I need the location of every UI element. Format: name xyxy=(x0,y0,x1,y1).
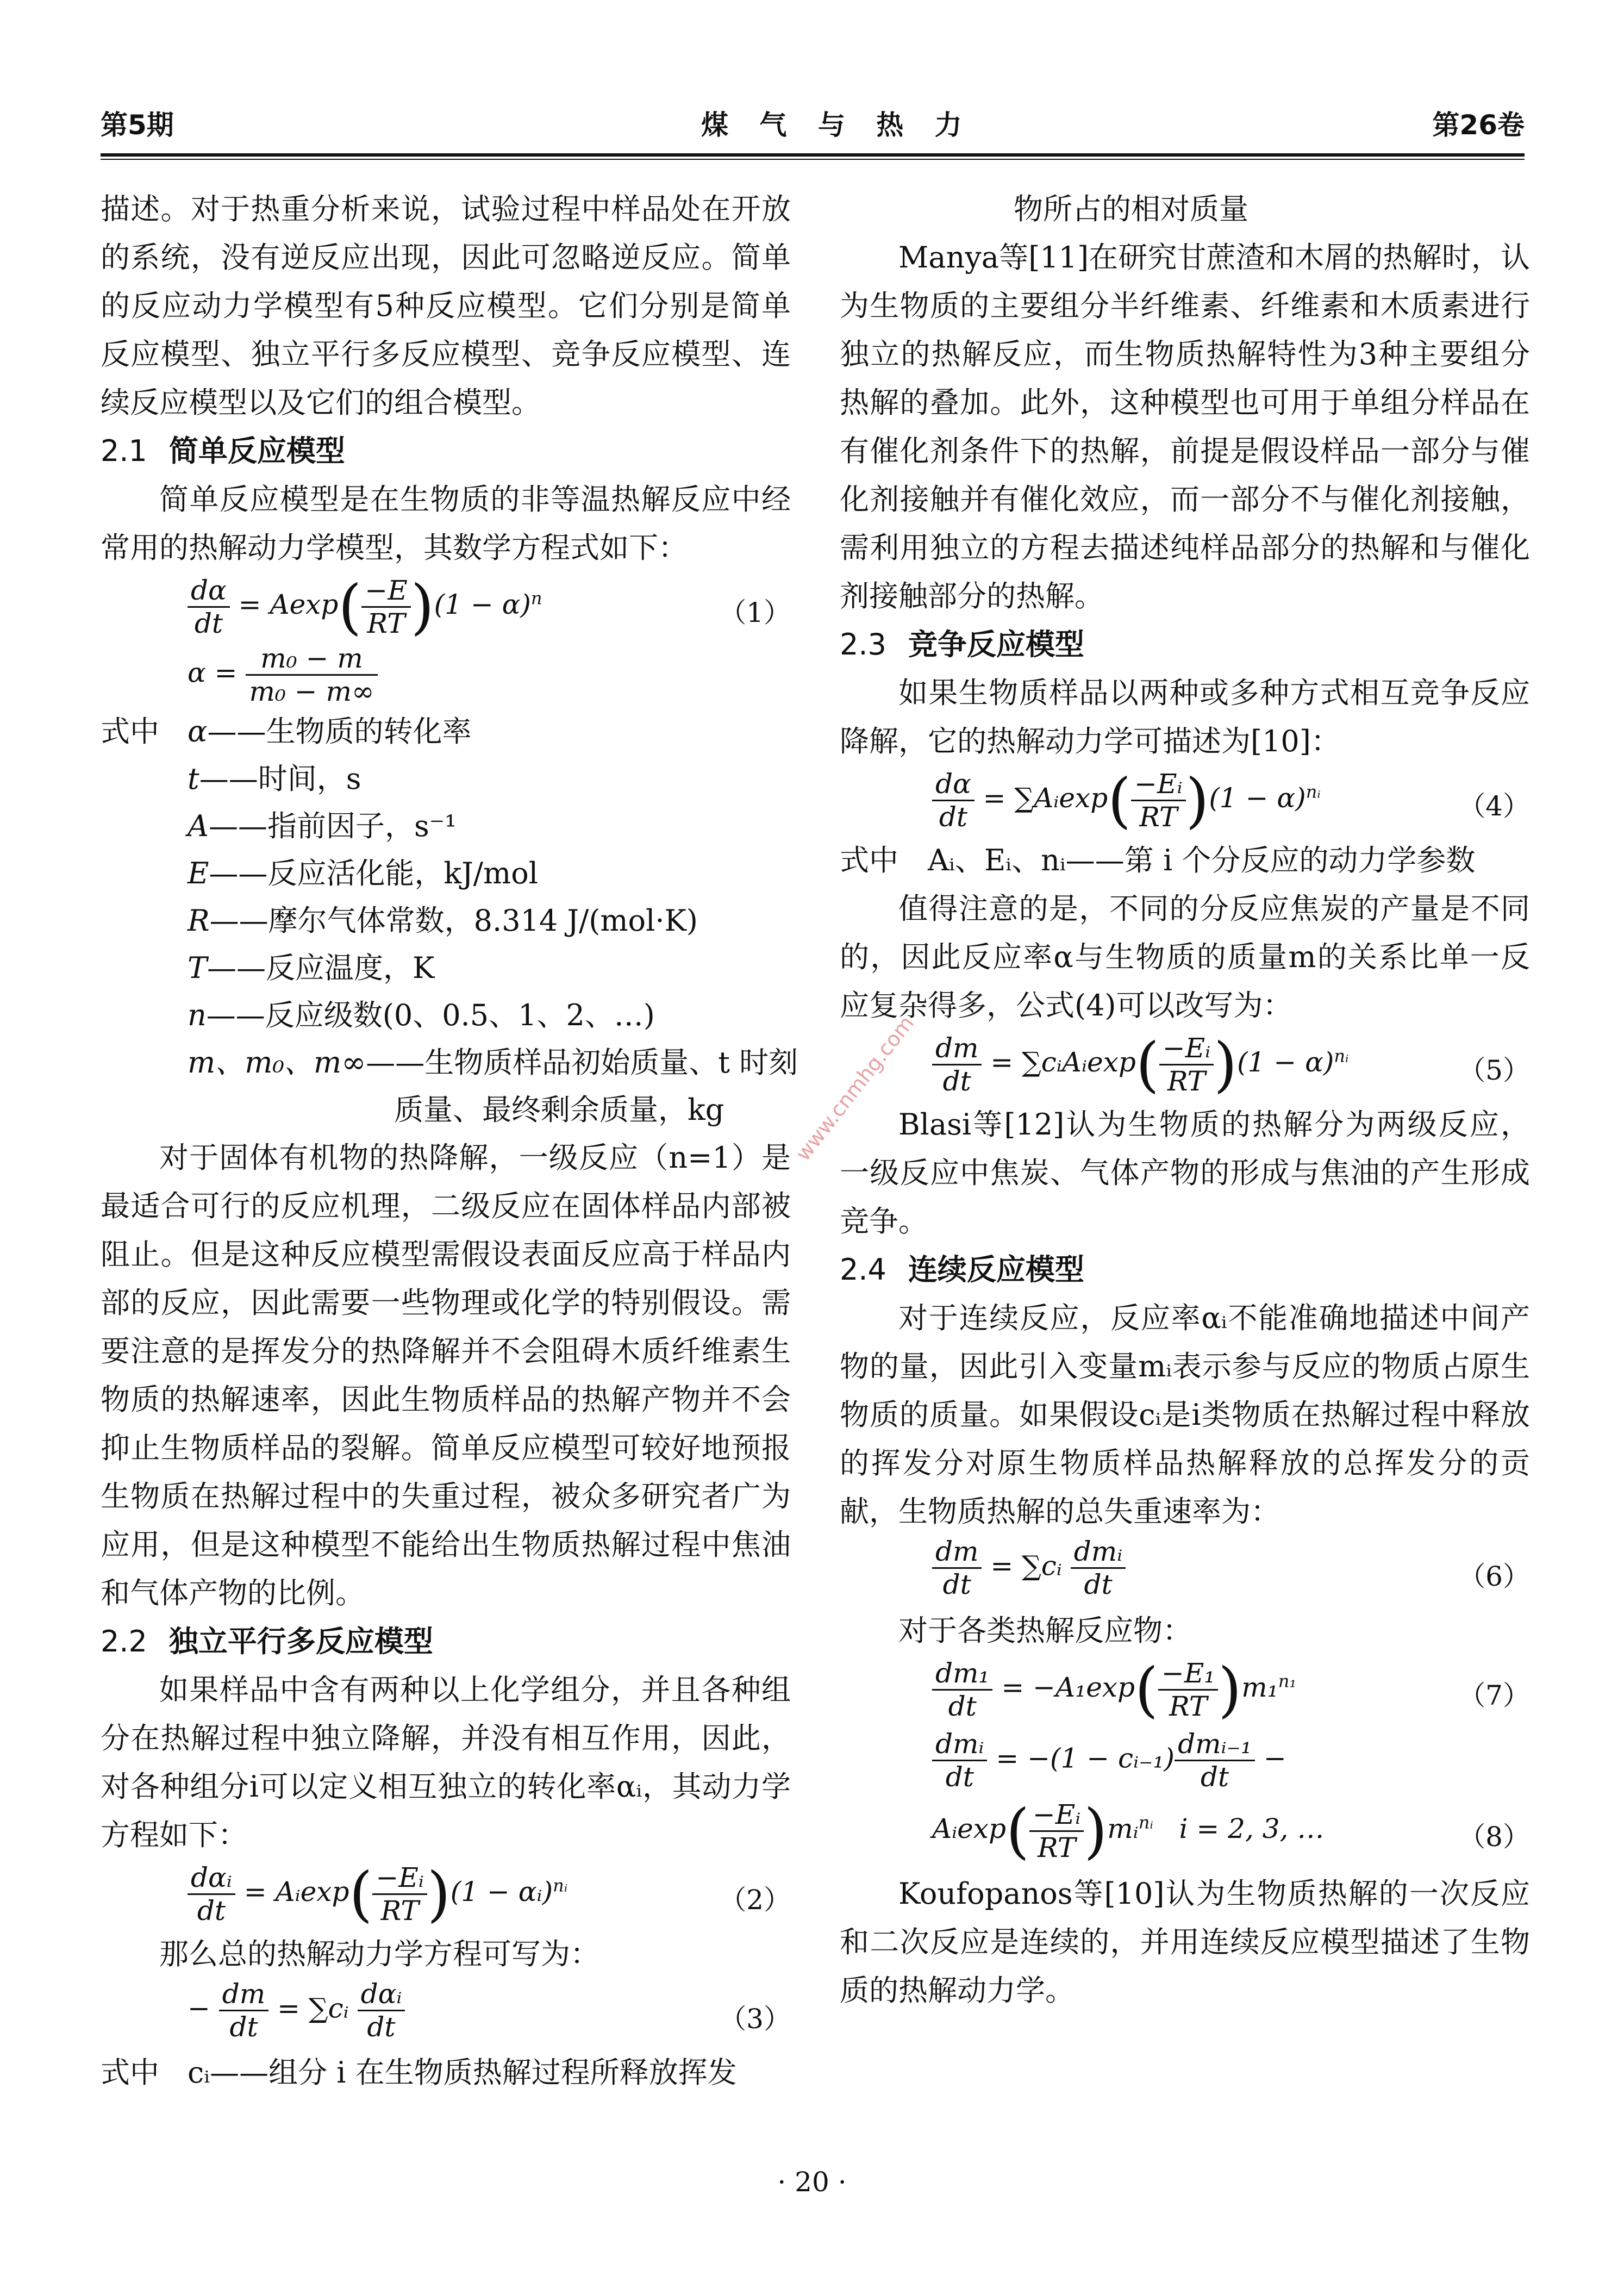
paragraph: 如果生物质样品以两种或多种方式相互竞争反应降解，它的热解动力学可描述为[10]： xyxy=(840,676,1530,758)
definition-row: A——指前因子，s⁻¹ xyxy=(188,809,457,843)
paragraph: Blasi等[12]认为生物质的热解分为两级反应，一级反应中焦炭、气体产物的形成与焦油的产生形成竞争。 xyxy=(840,1107,1530,1238)
symbol-definitions xyxy=(101,708,798,1133)
paragraph: 对于连续反应，反应率αᵢ不能准确地描述中间产物的量，因此引入变量mᵢ表示参与反应的物质占原生物质的质量。如果假设cᵢ是i类物质在热解过程中释放的挥发分对原生物质样品热解释放的总挥发分的贡献，生物质热解的总失重速率为： xyxy=(840,1301,1530,1529)
definition-row: 式中 α——生物质的转化率 xyxy=(101,714,472,749)
paragraph: Koufopanos等[10]认为生物质热解的一次反应和二次反应是连续的，并用连续反应模型描述了生物质的热解动力学。 xyxy=(840,1877,1530,2008)
definition-continuation: 质量、最终剩余质量，kg xyxy=(394,1093,724,1127)
paragraph: 那么总的热解动力学方程可写为： xyxy=(159,1937,599,1971)
definition-row: m、m₀、m∞——生物质样品初始质量、t 时刻 xyxy=(188,1045,798,1080)
section-heading-2-4: 2.4 连续反应模型 xyxy=(840,1252,1084,1287)
paragraph: 值得注意的是，不同的分反应焦炭的产量是不同的，因此反应率α与生物质的质量m的关系比单一反应复杂得多，公式(4)可以改写为： xyxy=(840,892,1530,1023)
equation-6: $\frac{dm}{dt}$ = ∑cᵢ $\frac{\text{dmᵢ}}{dt}$ （6） xyxy=(932,1536,1530,1606)
paragraph: 对于固体有机物的热降解，一级反应（n=1）是最适合可行的反应机理，二级反应在固体样品内部被阻止。但是这种反应模型需假设表面反应高于样品内部的反应，因此需要一些物理或化学的特别假设。需要注意的是挥发分的热降解并不会阻碍木质纤维素生物质的热解速率，因此生物质样品的热解产物并不会抑止生物质样品的裂解。简单反应模型可较好地预报生物质在热解过程中的失重过程，被众多研究者广为应用，但是这种模型不能给出生物质热解过程中焦油和气体产物的比例。 xyxy=(101,1140,791,1610)
paragraph: 如果样品中含有两种以上化学组分，并且各种组分在热解过程中独立降解，并没有相互作用，因此，对各种组分i可以定义相互独立的转化率αᵢ，其动力学方程如下： xyxy=(101,1673,791,1852)
equation-4: $\frac{d\alpha}{dt}$ = ∑Aᵢexp( $\frac{\text{−Eᵢ}}{RT}$ )$(1 - \alpha)^{nᵢ}$ （4） xyxy=(932,765,1530,836)
paragraph: 描述。对于热重分析来说，试验过程中样品处在开放的系统，没有逆反应出现，因此可忽略逆反应。简单的反应动力学模型有5种反应模型。它们分别是简单反应模型、独立平行多反应模型、竞争反应模型、连续反应模型以及它们的组合模型。 xyxy=(101,192,791,420)
watermark: www.cnmhg.com xyxy=(791,1011,919,1165)
definition-row: T——反应温度，K xyxy=(188,951,435,985)
page-number: · 20 · xyxy=(777,2166,847,2198)
left-column xyxy=(101,185,798,2096)
equation-8-line1: $\frac{\text{dmᵢ}}{dt}$ = −(1 − cᵢ₋₁) $\frac{\text{dmᵢ₋₁}}{dt}$ − xyxy=(932,1728,1530,1796)
definition-row: E——反应活化能，kJ/mol xyxy=(188,856,538,890)
definition-continuation: 物所占的相对质量 xyxy=(1014,192,1248,226)
definition-line: 式中 Aᵢ、Eᵢ、nᵢ——第 i 个分反应的动力学参数 xyxy=(840,843,1476,877)
header-journal: 煤 气 与 热 力 xyxy=(701,109,973,141)
paragraph: 对于各类热解反应物： xyxy=(898,1613,1192,1648)
equation-2: $\frac{\text{dαᵢ}}{dt}$ = Aᵢexp( $\frac{\text{−Eᵢ}}{RT}$ )(1 − αᵢ)$^{nᵢ}$ （2） xyxy=(188,1859,791,1930)
header-rule-thin xyxy=(101,159,1525,160)
equation-1: $\frac{d\alpha}{dt}$ = Aexp( $\frac{-E}{RT}$ )$(1 - \alpha)^n$ （1） xyxy=(188,572,791,643)
header-rule xyxy=(101,153,1525,157)
definition-ci: 式中 cᵢ——组分 i 在生物质热解过程所释放挥发 xyxy=(101,2055,737,2090)
definition-row: n——反应级数(0、0.5、1、2、…) xyxy=(188,998,655,1032)
equation-3: − $\frac{dm}{dt}$ = ∑cᵢ $\frac{\text{dαᵢ}}{dt}$ （3） xyxy=(188,1978,791,2043)
equation-7: $\frac{\text{dm₁}}{dt}$ = −A₁exp( $\frac{\text{−E₁}}{RT}$ )m₁$^{n_1}$ （7） xyxy=(932,1655,1530,1728)
paragraph: 简单反应模型是在生物质的非等温热解反应中经常用的热解动力学模型，其数学方程式如下： xyxy=(101,482,791,565)
paragraph: Manya等[11]在研究甘蔗渣和木屑的热解时，认为生物质的主要组分半纤维素、纤维素和木质素进行独立的热解反应，而生物质热解特性为3种主要组分热解的叠加。此外，这种模型也可用于单组分样品在有催化剂条件下的热解，前提是假设样品一部分与催化剂接触并有催化效应，而一部分不与催化剂接触，需利用独立的方程去描述纯样品部分的热解和与催化剂接触部分的热解。 xyxy=(840,240,1530,613)
section-heading-2-3: 2.3 竞争反应模型 xyxy=(840,627,1084,662)
definition-row: t——时间，s xyxy=(188,762,361,796)
header-issue: 第5期 xyxy=(101,109,174,141)
header-volume: 第26卷 xyxy=(1432,109,1525,141)
right-column xyxy=(840,185,1530,2015)
section-heading-2-1: 2.1 简单反应模型 xyxy=(101,434,345,468)
equation-alpha: α = $\frac{\text{m₀ − m}}{\text{m₀ − m∞}}$ xyxy=(188,643,791,708)
definition-row: R——摩尔气体常数，8.314 J/(mol·K) xyxy=(188,903,698,938)
section-heading-2-2: 2.2 独立平行多反应模型 xyxy=(101,1624,433,1659)
equation-5: $\frac{dm}{dt}$ = ∑cᵢAᵢexp( $\frac{\text{−Eᵢ}}{RT}$ )$(1 - \alpha)^{nᵢ}$ （5） xyxy=(932,1030,1530,1100)
equation-8-line2: Aᵢexp( $\frac{\text{−Eᵢ}}{RT}$ )mᵢ$^{nᵢ}$ i = 2, 3, … （8） xyxy=(932,1796,1530,1866)
